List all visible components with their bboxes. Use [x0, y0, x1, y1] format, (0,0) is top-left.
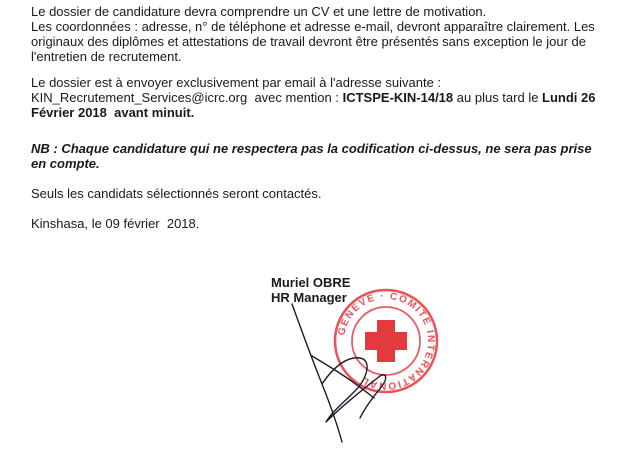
note-paragraph: [31, 141, 611, 171]
mention-label: avec mention :: [247, 90, 343, 105]
text-line: l'entretien de recrutement.: [31, 49, 182, 64]
contact-notice: [31, 186, 611, 201]
note-line: NB : Chaque candidature qui ne respectera pas la codification ci-dessus, ne sera pas prise: [31, 141, 592, 156]
text-line: Le dossier est à envoyer exclusivement par email à l'adresse suivante :: [31, 75, 442, 90]
deadline-date: Février 2018 avant minuit.: [31, 105, 195, 120]
place-and-date: [31, 216, 611, 231]
text-line: Le dossier de candidature devra comprendre un CV et une lettre de motivation.: [31, 4, 487, 19]
signatory-title: HR Manager: [271, 290, 347, 305]
deadline-label: au plus tard le: [453, 90, 543, 105]
text-line: originaux des diplômes et attestations de travail devront être présentés sans exception le jour de: [31, 34, 586, 49]
handwritten-signature: [282, 296, 392, 446]
svg-text:GENEVE · COMITE INTERNATIONAL: GENEVE · COMITE INTERNATIONAL: [336, 290, 437, 392]
signatory-name: Muriel OBRE: [271, 275, 351, 290]
application-requirements-paragraph: [31, 4, 611, 64]
text-line: Les coordonnées : adresse, n° de téléphone et adresse e-mail, devront apparaître clairement. Les: [31, 19, 595, 34]
deadline-day: Lundi 26: [542, 90, 596, 105]
submission-instructions-paragraph: [31, 75, 611, 120]
text-line: [31, 90, 611, 105]
text-line: Seuls les candidats sélectionnés seront contactés.: [31, 186, 322, 201]
email-address: KIN_Recrutement_Services@icrc.org: [31, 90, 248, 105]
reference-code: ICTSPE-KIN-14/18: [342, 90, 454, 105]
text-line: Kinshasa, le 09 février 2018.: [31, 216, 200, 231]
note-line: en compte.: [31, 156, 100, 171]
